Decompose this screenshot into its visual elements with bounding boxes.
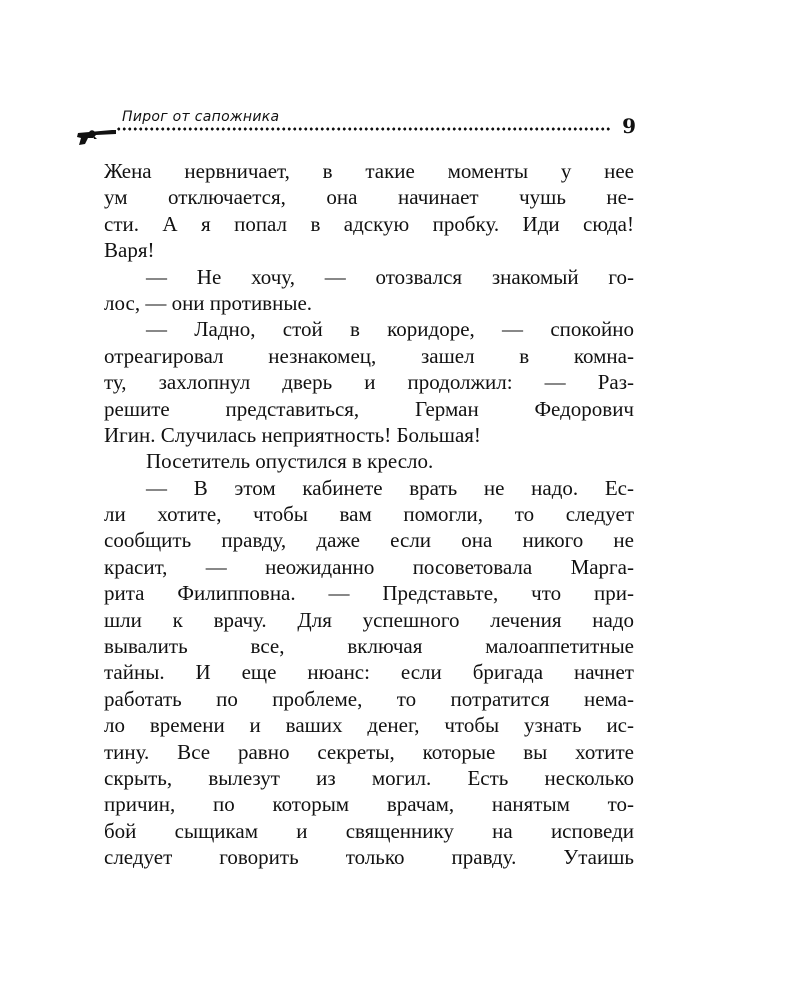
text-line: сти. А я попал в адскую пробку. Иди сюда!	[104, 211, 634, 236]
text-line: ум отключается, она начинает чушь не-	[104, 185, 634, 210]
text-line: работать по проблеме, то потратится нема-	[104, 686, 634, 711]
text-line: рита Филипповна. — Представьте, что при-	[104, 581, 634, 606]
text-line: — Ладно, стой в коридоре, — спокойно	[146, 317, 634, 342]
dot-leader	[116, 127, 610, 131]
text-line: отреагировал незнакомец, зашел в комна-	[104, 343, 634, 368]
text-line: ту, захлопнул дверь и продолжил: — Раз-	[104, 370, 634, 395]
text-line: Варя!	[104, 238, 155, 263]
text-line: ло времени и ваших денег, чтобы узнать ис-	[104, 713, 634, 738]
text-line: причин, по которым врачам, нанятым то-	[104, 792, 634, 817]
text-line: тину. Все равно секреты, которые вы хотите	[104, 739, 634, 764]
book-title: Пирог от сапожника	[122, 109, 280, 125]
text-line: сообщить правду, даже если она никого не	[104, 528, 634, 553]
text-line: тайны. И еще нюанс: если бригада начнет	[104, 660, 634, 685]
text-line: скрыть, вылезут из могил. Есть несколько	[104, 765, 634, 790]
text-line: — В этом кабинете врать не надо. Ес-	[146, 475, 634, 500]
page-number: 9	[622, 114, 636, 138]
text-line: Посетитель опустился в кресло.	[146, 449, 434, 474]
text-line: красит, — неожиданно посоветовала Марга-	[104, 554, 634, 579]
text-line: решите представиться, Герман Федорович	[104, 396, 634, 421]
body-text	[104, 158, 634, 871]
running-header	[76, 104, 636, 148]
text-line: следует говорить только правду. Утаишь	[104, 845, 634, 870]
text-line: лос, — они противные.	[104, 290, 313, 315]
text-line: Игин. Случилась неприятность! Большая!	[104, 422, 481, 447]
revolver-icon	[76, 124, 118, 146]
text-line: шли к врачу. Для успешного лечения надо	[104, 607, 634, 632]
text-line: бой сыщикам и священнику на исповеди	[104, 818, 634, 843]
text-line: ли хотите, чтобы вам помогли, то следует	[104, 502, 634, 527]
text-line: — Не хочу, — отозвался знакомый го-	[146, 264, 634, 289]
text-line: Жена нервничает, в такие моменты у нее	[104, 159, 634, 183]
text-line: вывалить все, включая малоаппетитные	[104, 634, 634, 659]
